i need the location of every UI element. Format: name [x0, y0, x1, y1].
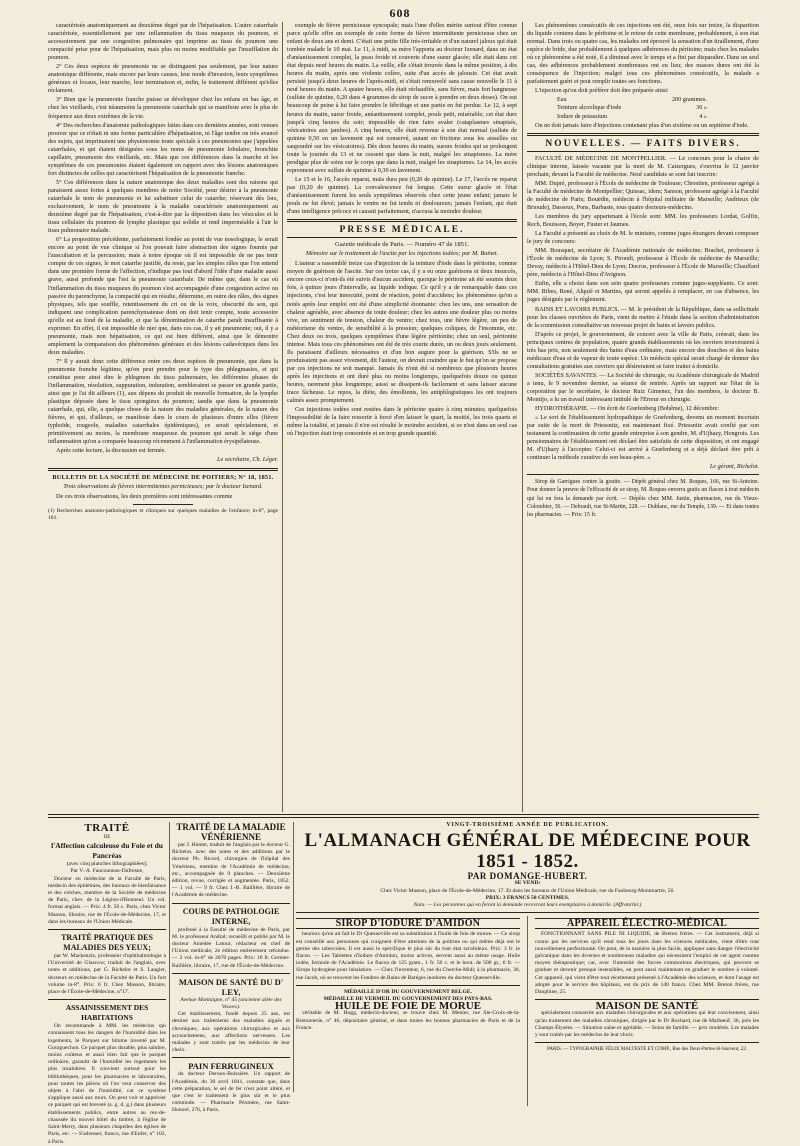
appareil-heading: APPAREIL ÉLECTRO-MÉDICAL [535, 918, 759, 929]
ad-de: DE [103, 835, 111, 840]
ad-title: TRAITÉ [84, 822, 130, 834]
ad-body-3: On recommande à MM. les médecins qui connaissent tous les dangers de l'humidité dans les logements, le Parquet sur bitume inventé par M. Gourguechon. Ce parquet plus durable, plus salubre, moins coûteux et aussi bien fait que le parquet ordinaire, garantit de l'humidité les logements les plus insalubres. Il convient surtout pour les bibliothèques, pour les pharmacies et laboratoires, pour toutes les pièces où l'on veut conserver des objets à l'abri de l'humidité, car ce système s'applique aussi aux murs. On peut voir et apprécier ce parquet qui est breveté (s. g. d. g.) dans plusieurs établissements publics, entre autres au rez-de-chaussée du nouvel hôtel du timbre, à l'église de Saint-Merry, dans plusieurs chapelles des églises de Paris, etc. — S'adresser, franco, rue d'Enfer, n° 102, à Paris. [48, 1023, 166, 1145]
bulletin-title: BULLETIN DE LA SOCIÉTÉ DE MÉDECINE DE POITIERS; N° 18, 1851. [52, 473, 274, 481]
ads-rule [48, 814, 759, 815]
maison-heading: MAISON DE SANTÉ [595, 1000, 699, 1013]
column-1 [48, 22, 278, 812]
section-rule [527, 133, 759, 136]
news-item: La Faculté a présenté au choix de M. le ministre, comme juges étrangers devant composer le jury de concours: [527, 230, 759, 246]
ad-body-3: Cet établissement, fondé depuis 25 ans, est destiné aux traitements des maladies aiguës et chroniques, aux opérations chirurgicales et aux accouchemens, aux affections nerveuses. Les malades y sont traités par les médecins de leur choix. [172, 1011, 290, 1054]
paragraph: Après cette lecture, la discussion est fermée. [56, 447, 166, 455]
ad-body-2: professé à la Faculté de médecine de Paris, par M. le professeur Andral; recueilli et publié par M. le docteur Amédée Latour, rédacteur en chef de l'Union médicale; 2e édition entièrement refondue. — 3 vol. in-8° de 2076 pages. Prix: 18 fr. Germer-Baillière, libraire, 17, rue de l'École-de-Médecine. [172, 926, 290, 969]
ads-rule [48, 817, 759, 818]
almanach-right [535, 916, 759, 1053]
oil-body: véritable de M. Hogg, médecin-docteur, se trouve chez M. Menier, rue Ste-Croix-de-la-Bretonnerie, n° 46, dépositaire général, et dans toutes les bonnes pharmacies de Paris et de la France. [296, 1010, 520, 1031]
ad-separator [48, 929, 166, 930]
section-rule [527, 151, 759, 152]
recipe-dose: 4 » [699, 112, 707, 120]
ad-title: TRAITÉ DE LA MALADIE VÉNÉRIENNE [176, 822, 286, 842]
news-item: SOCIÉTÉS SAVANTES. — La Société de chirurgie, ou Académie chirurgicale de Madrid a tenu, le 9 novembre dernier, sa séance de rentrée. Après un rapport sur l'état de la corporation par le secrétaire, le docteur Ruiz Gimenez, l'un des membres, le docteur B. Montijo, a lu un travail intéressant intitulé de l'Erreur en chirurgie. [527, 371, 759, 404]
news-item: « Le sort de l'établissement hydropathique de Græfenberg, devenu un moment incertain par suite de la mort de Priessnitz, est maintenant fixé. Priessnitz avait confié par son testament la continuation de cette grande entreprise à son gendre, M. d'Ujhazy, Hongrois. Les pensionnaires de l'établissement ont déclaré être satisfaits de cette disposition, et ont engagé M. d'Ujhazy à l'accepter. Celui-ci est arrivé à Græfenberg et a déjà déclaré être prêt à continuer la méthode curative de son beau-père. » [527, 414, 759, 462]
ad-column-1 [48, 822, 166, 1145]
recipe-dose: 200 grammes. [671, 96, 707, 104]
almanach-body: Chez Victor Masson, place de l'École-de-Médecine, 17. Et dans les bureaux de l'Union Médicale, rue du Faubourg-Montmartre, 56. [380, 887, 675, 894]
footnote-rule [133, 504, 193, 505]
news-item: MM. Dupré, professeur à l'École de médecine de Toulouse; Chrestien, professeur agrégé à la Faculté de médecine de Montpellier; Quissac, idem; Sanson, professeur agrégé à la Faculté de médecine de Paris; Bouëdin, médecin à l'hôpital militaire de Marseille; Andrieux (de Brioude), Dassoux, Pons, Barbaste, tous quatre docteurs-médecins. [527, 179, 759, 211]
ad-divider [169, 822, 170, 1092]
almanach-by: PAR DOMANGE-HUBERT. [467, 871, 588, 882]
ad-separator [172, 973, 290, 974]
medal-vermeil: MÉDAILLE DE VERMEIL DU GOUVERNEMENT DES PAYS-BAS. [323, 996, 493, 1003]
memoir-title: Mémoire sur le traitement de l'ascite par les injections iodées; par M. Boinet. [305, 250, 499, 258]
recipe-item: Eau [557, 96, 567, 104]
ad-author: Par V.-A. Fauconneau-Dufresne, [70, 868, 144, 875]
paragraph: L'injection qu'on doit préférer doit être préparée ainsi: [535, 87, 669, 95]
ad-separator [296, 912, 759, 913]
almanach-section [296, 822, 759, 1092]
almanach-sold: SE VEND: [514, 880, 541, 887]
news-item: Les membres du jury appartenant à l'école sont: MM. les professeurs Lordat, Golfin, Rech, Bouisson, Boyer, Fuster et Jaumes. [527, 212, 759, 229]
recipe-row [557, 104, 707, 112]
paragraph: 7° Il y aurait donc cette différence entre ces deux espèces de pneumonie, que dans la pneumonie franche légitime, qu'on peut prendre pour le type des phlegmasies, et qui constitue pour ainsi dire le phlegmon du tissu pulmonaire, les différentes phases de l'inflammation, résolution, suppuration, induration, sembleraient se passer en grande partie, ainsi que je l'ai dit ailleurs (1), aux dépens du produit de nouvelle formation, de la lymphe plastique déposée dans le tissu spongieux du poumon; tandis que dans la pneumonie catarrhale, qui, elle, a quelque chose de la nature des maladies générales, de la nature des fièvres, et qui, d'ailleurs, se manifeste dans le cours de plusieurs d'entre elles (fièvre typhoïde, rougeole, maladies catarrhales épidémiques), ce serait spécialement, et primitivement au moins, la membrane muqueuse du poumon qui serait le siège d'une inflammation qu'on a comparée beaucoup récemment à l'inflammation érysipélateuse. [48, 357, 278, 446]
press-heading: PRESSE MÉDICALE. [339, 225, 465, 236]
ad-column-2 [172, 822, 290, 1114]
recipe-dose: 30 » [696, 104, 707, 112]
news-item: FACULTÉ DE MÉDECINE DE MONTPELLIER. — Le concours pour la chaire de clinique interne, laissée vacante par la mort de M. Caizergues, s'ouvrira le 12 janvier prochain, devant la Faculté de médecine. Neuf candidats se sont fait inscrire: [527, 154, 759, 178]
medal-gold: MÉDAILLE D'OR DU GOUVERNEMENT BELGE. [344, 988, 472, 995]
column-divider [522, 22, 523, 812]
paragraph: L'auteur a rassemblé treize cas d'injection de la teinture d'iode dans le péritoine, comme moyen de guérison de l'ascite. Sur ces treize cas, il y a eu onze guérisons et deux insuccès, encore ceux-ci n'ont-ils été suivis d'aucun accident, quoique le péritoine ait été soumis deux fois, à quinze jours d'intervalle, au liquide iodique. Ce qu'il y a de remarquable dans ces injections, c'est leur innocuité, point de réaction, point d'accidens; les phénomènes qu'on a notés après leur emploi ont été d'une simplicité étonnante: chez les uns, une sensation de chaleur agréable, avec absence de toute douleur; chez les autres une douleur plus ou moins vive, un sentiment de tension, chaleur du ventre; chez tous, une fièvre légère, un peu de météorisme du ventre, de sensibilité à la pression; quelques coliques, de l'insomnie, etc. Chez deux ou trois, quelques symptômes d'une légère péritonite; chez un seul, péritonite intense. Mais tous ces phénomènes ont été de très courte durée, un ou deux jours seulement. Ils paraissent d'ailleurs nécessaires et d'un bon augure pour la guérison. S'ils ne se produisaient pas assez vivement, dit l'auteur, on devrait craindre que le but qu'on se propose par ces injections ne soit manqué. Jamais ils n'ont été si nombreux que plusieurs heures après les injections et ont duré plus ou moins longtemps, quelquefois douze ou quinze heures, rarement plus longtemps; aussi se dissipent-ils facilement et sans laisser aucune trace fâcheuse. Le repos, la diète, des émollients, les antiphlogistiques les ont toujours calmés assez promptement. [287, 260, 517, 405]
almanach-left [296, 916, 520, 1033]
section-rule [287, 237, 517, 238]
almanach-note: Nota. — Les personnes qui en feront la demande recevront leurs exemplaires à domicile. (Affranchir.) [413, 902, 642, 909]
paragraph: 2° Ces deux espèces de pneumonie ne se distinguent pas seulement, par leur nature anatomique différente, mais encore par leurs causes, leur mode d'invasion, leurs symptômes généraux et locaux, leur marche, leur terminaison et, enfin, le traitement différent qu'elles réclament. [48, 63, 278, 95]
ad-separator [172, 1057, 290, 1058]
almanach-price: PRIX: 3 FRANCS 50 CENTIMES. [485, 894, 570, 901]
footnote: (1) Recherches anatomo-pathologiques et cliniques sur quelques maladies de l'enfance; in-8°, page 181. [48, 507, 278, 521]
gazette-head: Gazette médicale de Paris. — Numéro 47 de 1851. [334, 241, 470, 249]
column-divider [282, 22, 283, 812]
paragraph: 4° Des recherches d'anatomie pathologiques faites dans ces dernières années, sont venues prouver que ce n'était ni une forme particulière d'hépatisation, ni l'âge tendre on très avancé des sujets, qui imprimaient une physionomie toute spéciale à ces pneumonies que j'appelées catarrhales, et qui étaient désignées sous les noms de pneumonie lobulaire, bronchite capillaire, pneumonie des vieillards, etc. Mais que ces différences dans la marche et les symptômes de ces pneumonies étaient également en rapport avec des lésions anatomiques fort distinctes de celles qui caractérisent l'hépatisation de la pneumonie franche. [48, 121, 278, 177]
ad-separator [535, 1042, 759, 1043]
section-rule [48, 468, 278, 471]
almanach-title: L'ALMANACH GÉNÉRAL DE MÉDECINE POUR 1851 - 1852. [304, 830, 751, 873]
gerant-signature: Le gérant, Richelot. [709, 463, 759, 471]
ad-title-4: PAIN FERRUGINEUX [188, 1061, 274, 1072]
ad-title-3: MAISON DE SANTÉ DU D' LEY, [178, 976, 284, 997]
news-heading: NOUVELLES. — FAITS DIVERS. [545, 138, 741, 149]
maison-body: spécialement consacrée aux maladies chirurgicales et aux opérations qui leur conviennent, ainsi qu'au traitement des maladies chroniques, dirigée par le Dr Rochard, rue de Marbœuf, 36, près les Champs-Élysées. — Situation saine et agréable. — Soins de famille. — prix modérés. Les malades y sont traités par les médecins de leur choix. [535, 1010, 759, 1039]
paragraph: 3° Bien que la pneumonie franche puisse se développer chez les enfans en bas âge, et chez les vieillards, c'est néanmoins la pneumonie catarrhale qui se manifeste avec le plus de fréquence aux deux extrêmes de la vie. [48, 96, 278, 120]
recipe-item: Teinture alcoolique d'iode [557, 104, 622, 112]
recipe [557, 96, 759, 120]
column-3 [527, 22, 759, 812]
recipe-item: Iodure de potassium [557, 112, 608, 120]
bulletin-subtitle: Trois observations de fièvres intermittentes pernicieuses; par le docteur Izenard. [63, 482, 263, 490]
news-item: D'après ce projet, le gouvernement, de concert avec la ville de Paris, créerait, dans les principaux centres de population, quatre grands établissements où les ouvriers trouveraient à très bas prix, non seulement des bains d'eau ordinaire, mais encore des douches et des bains médicaux d'eau et de vapeur de toute espèce. Un médecin spécial serait chargé de donner des consultations gratuites aux ouvriers qui désireraient se faire traiter à domicile. [527, 330, 759, 370]
ad-divider [293, 822, 294, 1092]
ad-divider [527, 916, 528, 1106]
paragraph: caractérisée anatomiquement au deuxième degré par de l'hépatisation. L'autre catarrhale caractérisée, essentiellement par une inflammation du tissu muqueux du poumon, et accessoirement par une congestion pulmonaire qui imprime au tissu du poumon une compacité prise pour de l'hépatisation, mais plus ou moins modifiable par l'insufflation du poumon. [48, 22, 278, 62]
recipe-row [557, 96, 707, 104]
printer-line: PARIS. — TYPOGRAPHIE FÉLIX MALTESTE ET COMP., Rue des Deux-Portes-St-Sauveur, 22. [547, 1047, 747, 1053]
news-item: BAINS ET LAVOIRS PUBLICS. — M. le président de la République, dans sa sollicitude pour les classes ouvrières de Paris, vient de mettre à l'étude dans la section d'administration de la commission consultative un nouveau projet de bains et lavoirs publics. [527, 305, 759, 329]
paragraph: 6° La proposition précédente, parfaitement fondée au point de vue nosologique, le serait encore au point de vue clinique si l'on pouvait faire abstraction des signes fournis par l'auscultation et la percussion; mais à notre époque où il est impossible de ne pas tenir compte de ces signes, le mot catarrhe justifié, du reste, par les simples râles que l'on entend dans une première forme de l'affection, n'indique pas tout d'abord l'idée d'une maladie aussi grave, aussi profonde que l'est la pneumonie catarrhale. De même que, dans le cas où l'inflammation du tissu muqueux du poumon s'est accompagnée d'une congestion active ou passive du parenchyme, la compacité qui en résulte, détermine, en outre des râles, des signes physiques, tels que souffle, retentissement du cri ou de la voix, obscurité du son, qui indiquent une complication parenchymateuse dont on doit tenir compte, toute accessoire qu'elle est au fond de la maladie, et que la dénomination de catarrhe paraît insuffisante à exprimer. En effet, il est impossible de nier que, dans ces cas, il y ait pneumonie; oui, il y a pneumonie, mais non hépatisation, ce qui est bien différent, ainsi que le démontre amplement la comparaison des phénomènes généraux et des lésions cadavériques dans les deux maladies. [48, 236, 278, 356]
ad-separator [172, 903, 290, 904]
ad-paren: (avec cinq planches lithographiées); [66, 861, 148, 868]
ad-title-3: ASSAINISSEMENT DES HABITATIONS [65, 1003, 149, 1023]
appareil-body: FONCTIONNANT SANS PILE NI LIQUIDE, de Breton frères. — Cet instrument, déjà si connu par les services qu'il rend tous les jours dans les sciences médicales, vient d'être tout nouvellement perfectionné. On peut, de la manière la plus facile, appliquer sans danger l'électricité galvanique dans les diverses et nombreuses maladies qui nécessitent l'emploi de cet agent comme moyen thérapeutique; car, avec l'intensité des forces commotions électriques, qui peuvent se graduer et devenir presque insensibles, on peut aussi maintenant en graduer le nombre à volonté. Cet appareil, qui vient d'être tout récemment présenté à l'Académie des sciences, et dont l'usage est adopté pour le service des hôpitaux, est du prix de 140 francs. Chez MM. Breton frères, rue Dauphine, 25. [535, 931, 759, 996]
paragraph: On ne doit jamais faire d'injections contenant plus d'un sixième ou un septième d'iode. [535, 121, 749, 129]
paragraph: Le 15 et le 16, l'accès reparut, mais dura peu (0,20 de quinine). Le 17, l'accès ne reparut pas (0,20 de quinine). La convalescence fut longue. Cette sueur glacée et l'état d'anéantissement furent les seuls symptômes observés chez cette jeune enfant; jamais le pouls ne fut élevé; jamais le ventre ne fut tendu ni douloureux; jamais l'enfant, qui était d'une intelligence précoce et causait parfaitement, n'accusa la moindre douleur. [287, 175, 517, 216]
sirop-body: heureux qu'en ait fait le Dr Quesneville est sa substitution à l'huile de foie de morue. — Ce sirop est conseillé aux personnes qui craignent d'être atteintes de la poitrine ou qui même déjà ont le germe des tubercules. Il est aussi le spécifique le plus sûr du tout état scrofuleux. Prix: 3 fr. le flacon. — Les Tablettes d'Iodure d'Amidon, moins actives, servent aussi au même usage. Huile iodée, formule de l'Académie. Le flacon de 125 gram., 1 fr. 50 c. et le bout. de 500 gr., 6 fr. — Sirops hydrogène pour inhalation. — Chez l'inventeur, 6, rue du Cherche-Midi; à la pharmacie, 30, rue Jacob, où se trouvent les Fondres de Bains de Baréges inodores du docteur Quesneville. [296, 931, 520, 981]
ad-subtitle: l'Affection calculeuse du Foie et du Pancréas [51, 841, 163, 861]
ad-title-2: TRAITÉ PRATIQUE DES MALADIES DES YEUX; [61, 933, 153, 953]
sirop-notice: Sirop de Garrigues contre la goutte. — Dépôt général chez M. Roques, 166, rue St-Antoine. Pour donner la preuve de l'efficacité de ce sirop, M. Roques enverra gratis un flacon à tout médecin qui lui en fera la demande par écrit. — Dépôts chez MM. Justin, pharmacien, rue du Vieux-Colombier, 36. — Debrault, rue St-Martin, 228. — Dublanc, rue du Temple, 139. — Et dans toutes les pharmacies. — Prix: 15 fr. [527, 479, 759, 518]
bulletin-line: De ces trois observations, les deux premières sont intéressantes comme [56, 492, 233, 500]
news-item: HYDROTHÉRAPIE. — On écrit de Græfenberg (Bohême), 12 décembre: [535, 405, 720, 413]
recipe-row [557, 113, 707, 121]
ad-title-2: COURS DE PATHOLOGIE INTERNE, [182, 906, 280, 926]
sirop-heading: SIROP D'IODURE D'AMIDON [296, 918, 520, 929]
ad-body-4: du docteur Deroux-Boissière. Un rapport de l'Académie, du 30 avril 1841, constate que, dans cette préparation, le sel de fer n'est point altéré, et que c'est le traitement le plus sûr et le plus commode. — Pharmacie Péxmère, rue Saint-Honoré, 276, à Paris. [172, 1071, 290, 1114]
paragraph: Ces injections iodées sont restées dans le péritoine quatre à cinq minutes; quelquefois l'impossibilité de la faire ressortir à forcé d'en laisser le quart, la moitié, les trois quarts et même la totalité, et jamais il n'en est résulté le moindre accident, si ce n'est dans un seul cas où l'injection était trop concentrée et en trop grande quantité. [287, 406, 517, 438]
almanach-top: VINGT-TROISIÈME ANNÉE DE PUBLICATION. [446, 822, 609, 828]
paragraph: Les phénomènes consécutifs de ces injections ont été, onze fois sur treize, la disparition du liquide contenu dans le péritoine et le retour de cette membrane, probablement, à son état normal. Dans trois ou quatre cas, les malades ont éprouvé la sensation d'un tiraillement, d'une espèce de bride, due probablement à quelques adhérences du péritoine; mais chez les malades où ce phénomène a été noté, il a diminué avec le temps et a fini par disparaître. Dans un seul cas, des adhérences probablement nombreuses ont eu lieu; des masses dures ont été la conséquence de l'injection; malgré tous ces phénomènes consécutifs, la malade a parfaitement guéri et peut remplir toutes ses fonctions. [527, 22, 759, 86]
news-item: MM. Bousquet, secrétaire de l'Académie nationale de médecine; Brachet, professeur à l'École de médecine de Lyon; S. Pirondi, professeur à l'École de médecine de Marseille; Devay, médecin à l'Hôtel-Dieu de Lyon; Ducros, professeur à l'École de Marseille; Chauffard père, médecin à l'Hôtel-Dieu d'Avignon. [527, 247, 759, 279]
section-rule [287, 219, 517, 222]
ad-body: par J. Hunter, traduit de l'anglais par le docteur G. Richelot, avec des notes et des additions par le docteur Ph. Ricord, chirurgien de l'hôpital des Vénériens, membre de l'Académie de médecine, etc., accompagnée de 9 planches. — Deuxième édition, revue, corrigée et augmentée. Paris, 1852. — 1 vol. — 9 fr. Chez J.-B. Baillière, libraire de l'Académie de médecine. [172, 842, 290, 899]
column-2 [287, 22, 517, 812]
paragraph: 5° Ces différences dans la nature anatomique des deux maladies sont des raisons qui paraissent assez fortes à quelques membres de notre Société, pour désirer à la pneumonie catarrhale le nom de pneumonie et lui substituer celui de catarrhe; réservant dès lors, exclusivement, le nom de pneumonie à la maladie caractérisée anatomiquement au deuxième degré par de l'hépatisation, c'est-à-dire par la déposition dans les vésicules et le tissu cellulaire du poumon de lymphe plastique qui solidie et rend imperméable à l'air le tissu pulmonaire malade. [48, 178, 278, 235]
ad-subtitle-3: Avenue Montaigne, n° 45 (ancienne allée des Veuves). [180, 996, 282, 1011]
oil-heading: HUILE DE FOIE DE MORUE [334, 1000, 482, 1013]
news-item: Enfin, elle a choisi dans son sein quatre professeurs comme juges-suppléants. Ce sont: MM. Ribes, René, Alquié et Martins, qui seront appelés à remplacer, en cas d'absence, les juges désignés par le règlement. [527, 280, 759, 304]
ad-body-2: par W. Mackenzie, professeur d'ophthalmologie à l'Université de Glascow; traduit de l'anglais, avec notes et additions, par G. Richelot et S. Laugier, docteurs en médecine de la Faculté de Paris. Un fort volume in-8°. Prix: 6 fr. Chez Masson, libraire, place de l'École-de-Médecine, n°17. [48, 953, 166, 996]
secretary-signature: Le secrétaire, Ch. Léger. [217, 456, 278, 464]
ad-separator [48, 999, 166, 1000]
ad-separator [296, 985, 520, 986]
section-rule [527, 474, 759, 475]
paragraph: exemple de fièvre pernicieuse syncopale; mais l'une d'elles mérite surtout d'être connue parce qu'elle offre un exemple de cette forme de fièvre intermittente pernicieuse chez un enfant de deux ans et demi. C'était une petite fille très-irritable et d'un naturel jaloux qui était tombée malade le 10 mai. Le 11, à midi, sa mère l'apporta au docteur Izenard, dans un état d'anéantissement complet, la peau froide et couverte d'une sueur glacée; elle était dans cet état depuis neuf heures du matin. La veille, elle s'était trouvée dans la même position, à dix heures du matin, après une violente colère, suite d'un accès de jalousie. Cet état avait persisté jusqu'à deux heures de l'après-midi, et s'était renouvelé sans cause nouvelle le 11 à neuf heures du matin. A quatre heures, elle était réchauffée, sans fièvre, mais fort hargneuse (sulfate de quinine, 0,20 dans 4 grammes de sirop de sucre à prendre en deux doses). On eut beaucoup de peine à lui faire prendre le fébrifuge et une partie en fut perdue. Le 12, à sept heures du matin, sueur froide, anéantissement complet, pouls petit, misérable; cet état dure jusqu'à cinq heures du soir; impossible de rien faire avaler (cataplasmes sinapisés, vésicatoires aux jambes). A cinq heures, elle était revenue à son état normal (sulfate de quinine 0,50 en un lavement qui est conservé, autant en frictions sous les aisselles ou saupoudré sur les vésicatoires). Dès deux heures du matin, sueurs froides qui se prolongent toute la journée du 13 et ne cessent que dans la nuit, malgré les sinapismes. La mère prodigue plus de soins sur le corps que dans la nuit, malgré les sinapismes. Le 14, les accès reprennent avec sulfate de quinine à 0,30 en lavement. [287, 22, 517, 174]
ad-body: Docteur en médecine de la Faculté de Paris, médecin des épidémies, des bureaux de bienfaisance et des crèches, membre de la Société de médecine de Paris, chev. de la Légion-d'Honneur. Un vol. format anglais. — Prix: 4 fr. 50 c. Paris, chez Victor Masson, libraire, rue de l'École-de-Médecine, 17, et dans les bureaux de l'Union Médicale. [48, 875, 166, 925]
page-number: 608 [389, 6, 411, 20]
